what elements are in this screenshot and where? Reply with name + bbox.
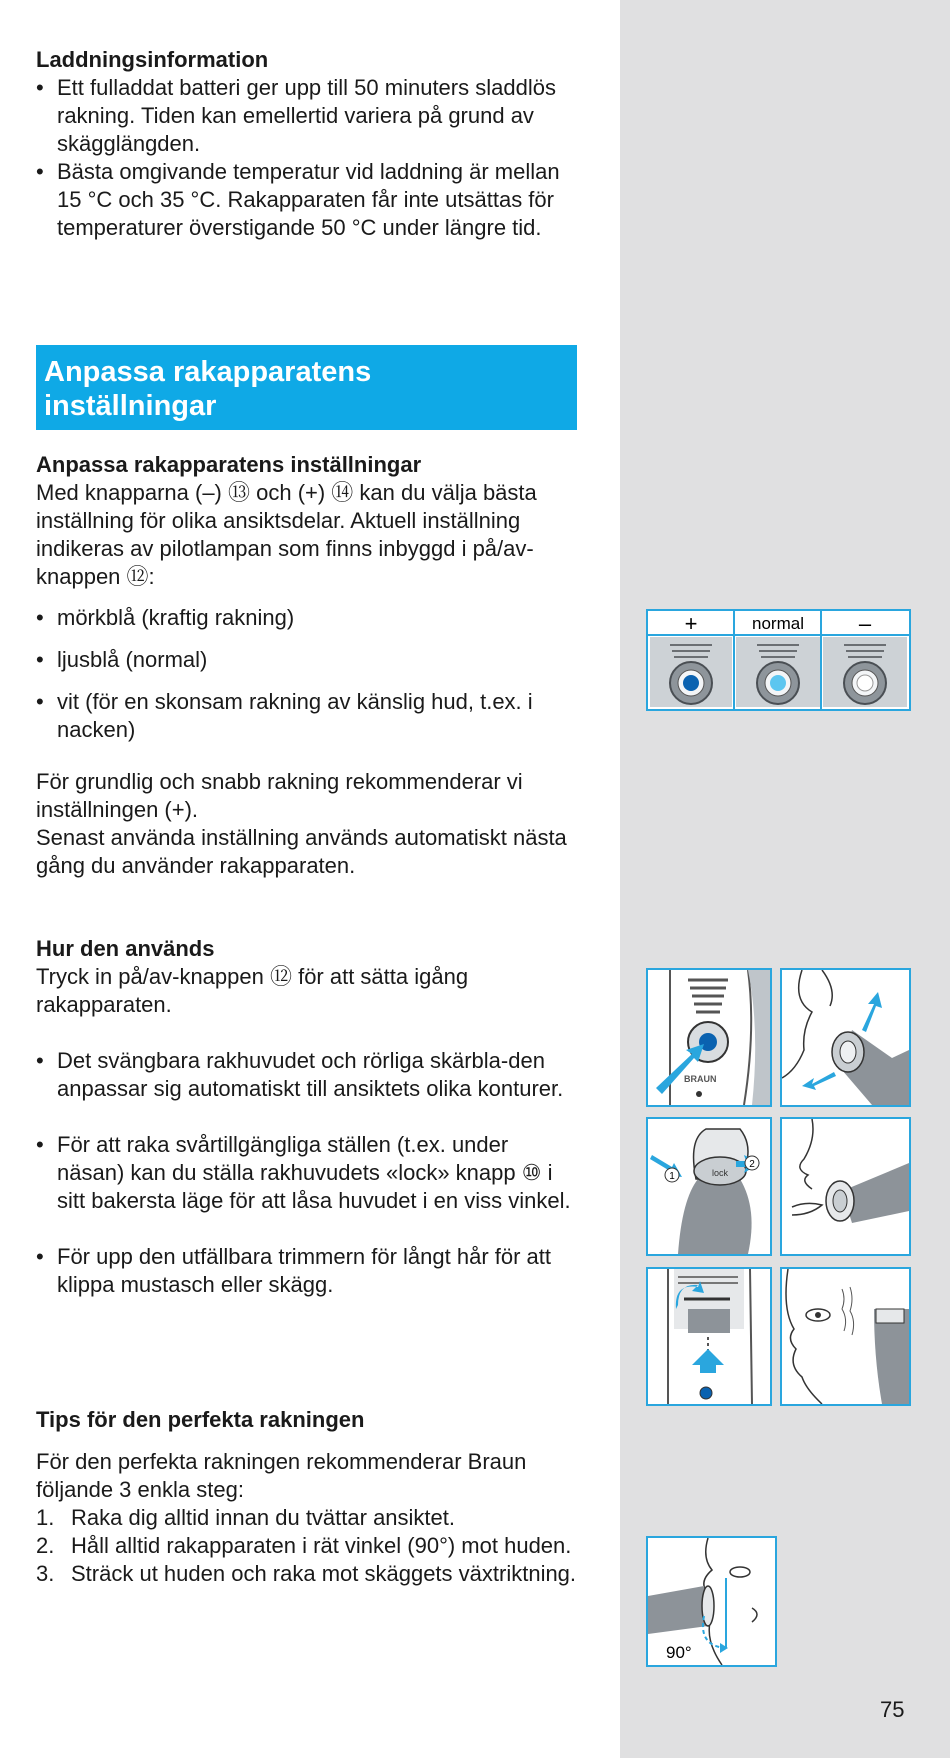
settings-figure bbox=[646, 609, 911, 711]
angle-figure bbox=[646, 1536, 777, 1667]
settings-heading: Anpassa rakapparatens inställningar bbox=[36, 452, 422, 477]
settings-auto-note: Senast använda inställning används automatiskt nästa gång du använder rakapparaten. bbox=[36, 825, 567, 878]
settings-recommend: För grundlig och snabb rakning rekommenderar vi inställningen (+). bbox=[36, 769, 523, 822]
lock-label: lock bbox=[712, 1168, 729, 1178]
charging-list bbox=[36, 74, 581, 242]
tips-intro: För den perfekta rakningen rekommenderar Braun följande 3 enkla steg: bbox=[36, 1449, 527, 1502]
step-text: Sträck ut huden och raka mot skäggets växtriktning. bbox=[71, 1561, 577, 1586]
step-1-marker: 1 bbox=[669, 1171, 675, 1182]
settings-intro: Med knapparna (–) ⑬ och (+) ⑭ kan du välja bästa inställning för olika ansiktsdelar. Aktuell inställning indikeras av pilotlampan som finns inbyggd i på/av-knappen ⑫: bbox=[36, 480, 537, 589]
list-item: • Bästa omgivande temperatur vid laddning är mellan 15 °C och 35 °C. Rakapparaten får inte utsättas för temperaturer överstigande 50 °C under längre tid. bbox=[36, 158, 581, 242]
step-number: 3. bbox=[36, 1561, 55, 1586]
banner-line-2: inställningar bbox=[44, 390, 217, 422]
shaver-setting-minus bbox=[823, 637, 907, 707]
usage-intro: Tryck in på/av-knappen ⑫ för att sätta igång rakapparaten. bbox=[36, 964, 469, 1017]
sidebar-panel bbox=[620, 0, 950, 1758]
plus-label: + bbox=[684, 611, 698, 636]
list-item bbox=[36, 1504, 581, 1532]
usage-list bbox=[36, 1047, 581, 1299]
usage-section bbox=[36, 935, 581, 1327]
step-number: 2. bbox=[36, 1533, 55, 1558]
list-item bbox=[36, 1532, 581, 1560]
list-item: • För upp den utfällbara trimmern för långt hår för att klippa mustasch eller skägg. bbox=[36, 1243, 581, 1299]
page-number: 75 bbox=[880, 1697, 905, 1722]
list-item: • Det svängbara rakhuvudet och rörliga skärbla-den anpassar sig automatiskt till ansiktets olika konturer. bbox=[36, 1047, 581, 1103]
shaver-setting-plus bbox=[650, 637, 732, 707]
usage-heading: Hur den används bbox=[36, 936, 215, 961]
lock-figure bbox=[646, 1117, 772, 1256]
tips-steps bbox=[36, 1504, 581, 1588]
trimmer-figure bbox=[646, 1267, 772, 1406]
list-item bbox=[36, 1560, 581, 1588]
step-text: Håll alltid rakapparaten i rät vinkel (90°) mot huden. bbox=[71, 1533, 572, 1558]
step-2-marker: 2 bbox=[749, 1159, 755, 1170]
minus-label: – bbox=[858, 611, 872, 636]
tips-heading: Tips för den perfekta rakningen bbox=[36, 1407, 365, 1432]
list-item: • ljusblå (normal) bbox=[36, 646, 581, 674]
list-item: • För att raka svårtillgängliga ställen (t.ex. under näsan) kan du ställa rakhuvudets «lock» knapp ⑩ i sitt bakersta läge för att låsa huvudet i en viss vinkel. bbox=[36, 1131, 581, 1215]
settings-list bbox=[36, 604, 581, 744]
under-nose-figure bbox=[780, 1117, 911, 1256]
normal-label: normal bbox=[752, 614, 804, 633]
settings-section bbox=[36, 451, 581, 880]
list-item: • mörkblå (kraftig rakning) bbox=[36, 604, 581, 632]
section-banner bbox=[36, 345, 577, 430]
step-number: 1. bbox=[36, 1505, 55, 1530]
sideburn-figure bbox=[780, 1267, 911, 1406]
list-item: • vit (för en skonsam rakning av känslig hud, t.ex. i nacken) bbox=[36, 688, 581, 744]
charging-heading: Laddningsinformation bbox=[36, 47, 269, 72]
power-button-figure bbox=[646, 968, 772, 1107]
banner-line-1: Anpassa rakapparatens bbox=[44, 356, 372, 388]
shaver-setting-normal bbox=[736, 637, 820, 707]
list-item: • Ett fulladdat batteri ger upp till 50 minuters sladdlös rakning. Tiden kan emellertid variera på grund av skägglängden. bbox=[36, 74, 581, 158]
brand-logo: BRAUN bbox=[684, 1074, 717, 1084]
charging-section bbox=[36, 46, 581, 242]
step-text: Raka dig alltid innan du tvättar ansiktet. bbox=[71, 1505, 456, 1530]
tips-section bbox=[36, 1406, 581, 1588]
face-contour-figure bbox=[780, 968, 911, 1107]
angle-label: 90° bbox=[666, 1643, 692, 1662]
